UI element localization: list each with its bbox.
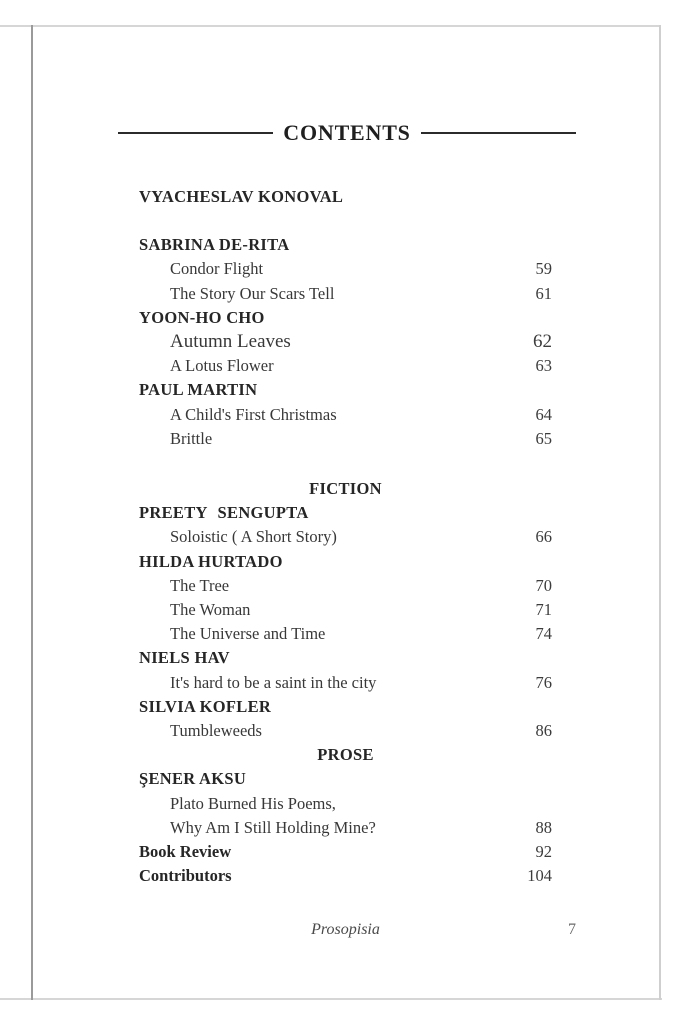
entry-page-number: 70 xyxy=(535,575,552,595)
entry-title: A Lotus Flower xyxy=(170,356,274,376)
toc-entry xyxy=(139,282,552,306)
toc-entry xyxy=(139,257,552,281)
entry-title: Why Am I Still Holding Mine? xyxy=(170,817,376,837)
entry-title: A Child's First Christmas xyxy=(170,404,337,424)
entry-page-number: 59 xyxy=(535,259,552,279)
toc-author xyxy=(139,233,552,257)
toc-author xyxy=(139,695,552,719)
page-edge-top xyxy=(0,25,660,27)
entry-page-number: 63 xyxy=(535,356,552,376)
toc-entry xyxy=(139,354,552,378)
toc-entry xyxy=(139,574,552,598)
page-edge-right xyxy=(659,25,661,1000)
entry-title: The Woman xyxy=(170,600,251,620)
entry-title: Plato Burned His Poems, xyxy=(170,793,336,813)
entry-title: The Story Our Scars Tell xyxy=(170,283,335,303)
entry-title: The Tree xyxy=(170,575,230,595)
page-edge-bottom xyxy=(0,998,662,1000)
folio-page-number: 7 xyxy=(568,921,576,938)
entry-page-number: 66 xyxy=(535,527,552,547)
toc-entry xyxy=(139,622,552,646)
entry-title: Contributors xyxy=(139,866,232,886)
toc-author xyxy=(139,501,552,525)
toc-author xyxy=(139,646,552,670)
entry-page-number: 71 xyxy=(535,600,552,620)
author-name: VYACHESLAV KONOVAL xyxy=(139,187,344,206)
entry-title: Condor Flight xyxy=(170,259,264,279)
entry-page-number: 65 xyxy=(535,428,552,448)
entry-page-number: 104 xyxy=(527,866,552,886)
toc-author xyxy=(139,185,552,209)
toc-author xyxy=(139,306,552,330)
entry-page-number: 92 xyxy=(535,842,552,862)
heading-rule-left xyxy=(118,132,273,134)
page-title: CONTENTS xyxy=(283,120,411,145)
entry-title: Soloistic ( A Short Story) xyxy=(170,527,337,547)
author-name: PAUL MARTIN xyxy=(139,380,258,400)
author-name: SABRINA DE-RITA xyxy=(139,235,290,255)
toc-author xyxy=(139,767,552,791)
heading-rule-right xyxy=(421,132,576,134)
toc-entry xyxy=(139,330,552,354)
entry-page-number: 61 xyxy=(535,283,552,303)
journal-name: Prosopisia xyxy=(311,921,380,938)
author-name: YOON-HO CHO xyxy=(139,307,265,327)
section-heading-fiction: FICTION xyxy=(309,479,382,499)
contents-heading xyxy=(118,117,576,149)
toc xyxy=(139,185,552,888)
author-name: PREETY SENGUPTA xyxy=(139,503,309,523)
entry-title: Brittle xyxy=(170,428,213,448)
entry-title: Autumn Leaves xyxy=(170,331,291,353)
toc-entry xyxy=(139,525,552,549)
entry-page-number: 76 xyxy=(535,672,552,692)
toc-author xyxy=(139,550,552,574)
author-name: ŞENER AKSU xyxy=(139,769,247,789)
entry-page-number: 64 xyxy=(535,404,552,424)
entry-title: The Universe and Time xyxy=(170,624,326,644)
toc-entry xyxy=(139,427,552,451)
page-footer xyxy=(139,921,576,939)
toc-entry-book-review xyxy=(139,840,552,864)
toc-entry xyxy=(139,598,552,622)
entry-page-number: 62 xyxy=(533,331,552,353)
entry-page-number: 86 xyxy=(535,721,552,741)
author-name: HILDA HURTADO xyxy=(139,551,283,571)
toc-author xyxy=(139,378,552,402)
entry-title: Tumbleweeds xyxy=(170,721,262,741)
toc-entry xyxy=(139,403,552,427)
section-heading-prose: PROSE xyxy=(317,745,374,765)
entry-title: It's hard to be a saint in the city xyxy=(170,672,377,692)
toc-entry xyxy=(139,719,552,743)
author-name: NIELS HAV xyxy=(139,648,230,668)
page-edge-left xyxy=(31,25,33,1000)
toc-entry xyxy=(139,792,552,816)
toc-entry xyxy=(139,671,552,695)
entry-title: Book Review xyxy=(139,842,232,862)
toc-entry-contributors xyxy=(139,864,552,888)
author-name: SILVIA KOFLER xyxy=(139,696,272,716)
entry-page-number: 74 xyxy=(535,624,552,644)
entry-page-number: 88 xyxy=(535,817,552,837)
toc-entry xyxy=(139,816,552,840)
